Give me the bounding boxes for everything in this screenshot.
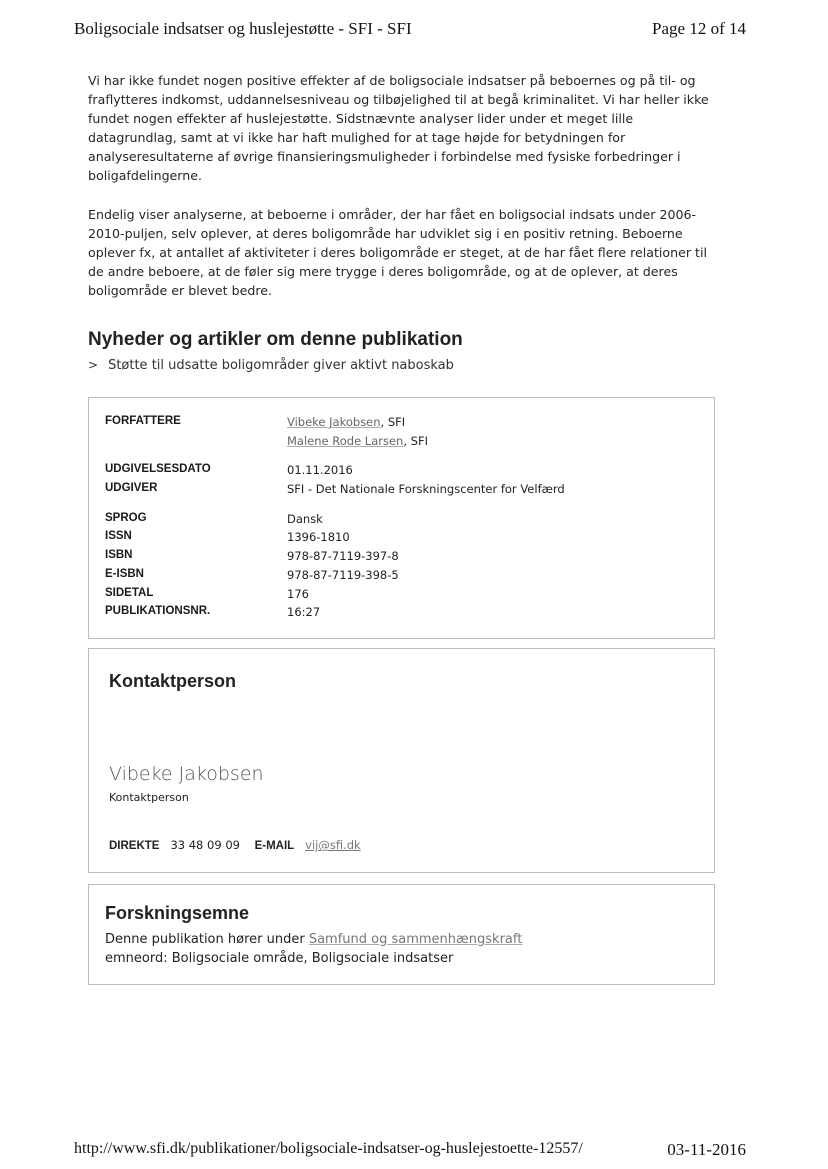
- author-org: , SFI: [380, 415, 406, 429]
- print-header-title: Boligsociale indsatser og huslejestøtte - SFI - SFI: [74, 19, 412, 38]
- isbn-label: ISBN: [105, 549, 133, 561]
- paragraph-line: boligområde er blevet bedre.: [88, 283, 273, 298]
- paragraph-line: analyseresultaterne af øvrige finansieringsmuligheder i forbindelse med fysiske forbedringer i: [88, 149, 681, 164]
- contact-person-box: [88, 648, 715, 873]
- topic-category-link[interactable]: Samfund og sammenhængskraft: [308, 932, 523, 947]
- research-topic-box: [88, 884, 715, 985]
- language-value: Dansk: [287, 512, 323, 526]
- pages-value: 176: [287, 587, 309, 601]
- topic-prefix: Denne publikation hører under: [105, 932, 309, 947]
- isbn-value: 978-87-7119-397-8: [287, 549, 399, 563]
- author-item: [287, 434, 428, 448]
- news-article-link-text[interactable]: Støtte til udsatte boligområder giver aktivt naboskab: [108, 358, 454, 373]
- paragraph-line: boligafdelingerne.: [88, 168, 202, 183]
- contact-name: Vibeke Jakobsen: [109, 763, 264, 785]
- author-org: , SFI: [403, 434, 428, 448]
- pubno-value: 16:27: [287, 605, 321, 619]
- email-label: E-MAIL: [254, 840, 295, 852]
- pubno-label: PUBLIKATIONSNR.: [105, 605, 211, 617]
- paragraph-line: de andre beboere, at de føler sig mere trygge i deres boligområde, og at de oplever, at deres: [88, 264, 678, 279]
- issn-label: ISSN: [105, 530, 132, 542]
- body-paragraph-2: [88, 205, 728, 300]
- author-item: [287, 415, 405, 429]
- publisher-value: SFI - Det Nationale Forskningscenter for Velfærd: [287, 482, 565, 496]
- publication-metadata-box: [88, 397, 715, 639]
- date-label: UDGIVELSESDATO: [105, 463, 211, 475]
- eisbn-label: E-ISBN: [105, 568, 144, 580]
- body-paragraph-1: [88, 71, 728, 185]
- contact-role: Kontaktperson: [109, 791, 189, 804]
- paragraph-line: Endelig viser analyserne, at beboerne i områder, der har fået en boligsocial indsats under 2006-: [88, 207, 697, 222]
- author-link[interactable]: Malene Rode Larsen: [287, 434, 404, 448]
- paragraph-line: datagrundlag, samt at vi ikke har haft mulighed for at tage højde for betydningen for: [88, 130, 626, 145]
- contact-details: [109, 838, 361, 852]
- paragraph-line: fundet nogen effekter af huslejestøtte. Sidstnævnte analyser lider under et meget lille: [88, 111, 634, 126]
- date-value: 01.11.2016: [287, 463, 353, 477]
- author-link[interactable]: Vibeke Jakobsen: [287, 415, 381, 429]
- print-header-page: Page 12 of 14: [652, 19, 746, 38]
- topic-heading: Forskningsemne: [105, 903, 250, 923]
- paragraph-line: 2010-puljen, selv oplever, at deres boligområde har udviklet sig i en positiv retning. Beboerne: [88, 226, 683, 241]
- chevron-right-icon: >: [88, 358, 99, 372]
- eisbn-value: 978-87-7119-398-5: [287, 568, 399, 582]
- paragraph-line: fraflytteres indkomst, uddannelsesniveau og tilbøjelighed til at begå kriminalitet. Vi har heller ikke: [88, 92, 709, 107]
- paragraph-line: Vi har ikke fundet nogen positive effekter af de boligsociale indsatser på beboernes og på til- og: [88, 73, 696, 88]
- news-article-link[interactable]: [88, 358, 454, 373]
- publisher-label: UDGIVER: [105, 482, 158, 494]
- print-footer-url: http://www.sfi.dk/publikationer/boligsociale-indsatser-og-huslejestoette-12557/: [74, 1140, 583, 1157]
- topic-keywords: emneord: Boligsociale område, Boligsociale indsatser: [105, 951, 454, 966]
- paragraph-line: oplever fx, at antallet af aktiviteter i deres boligområde er steget, at de har fået flere relationer til: [88, 245, 707, 260]
- contact-heading: Kontaktperson: [109, 671, 237, 691]
- print-footer-date: 03-11-2016: [667, 1140, 746, 1159]
- topic-category-line: [105, 932, 522, 947]
- pages-label: SIDETAL: [105, 587, 154, 599]
- direct-phone: 33 48 09 09: [170, 838, 240, 852]
- news-heading: Nyheder og artikler om denne publikation: [88, 329, 463, 350]
- direct-label: DIREKTE: [109, 840, 160, 852]
- email-link[interactable]: vij@sfi.dk: [305, 838, 361, 852]
- issn-value: 1396-1810: [287, 530, 350, 544]
- authors-label: FORFATTERE: [105, 415, 181, 427]
- language-label: SPROG: [105, 512, 147, 524]
